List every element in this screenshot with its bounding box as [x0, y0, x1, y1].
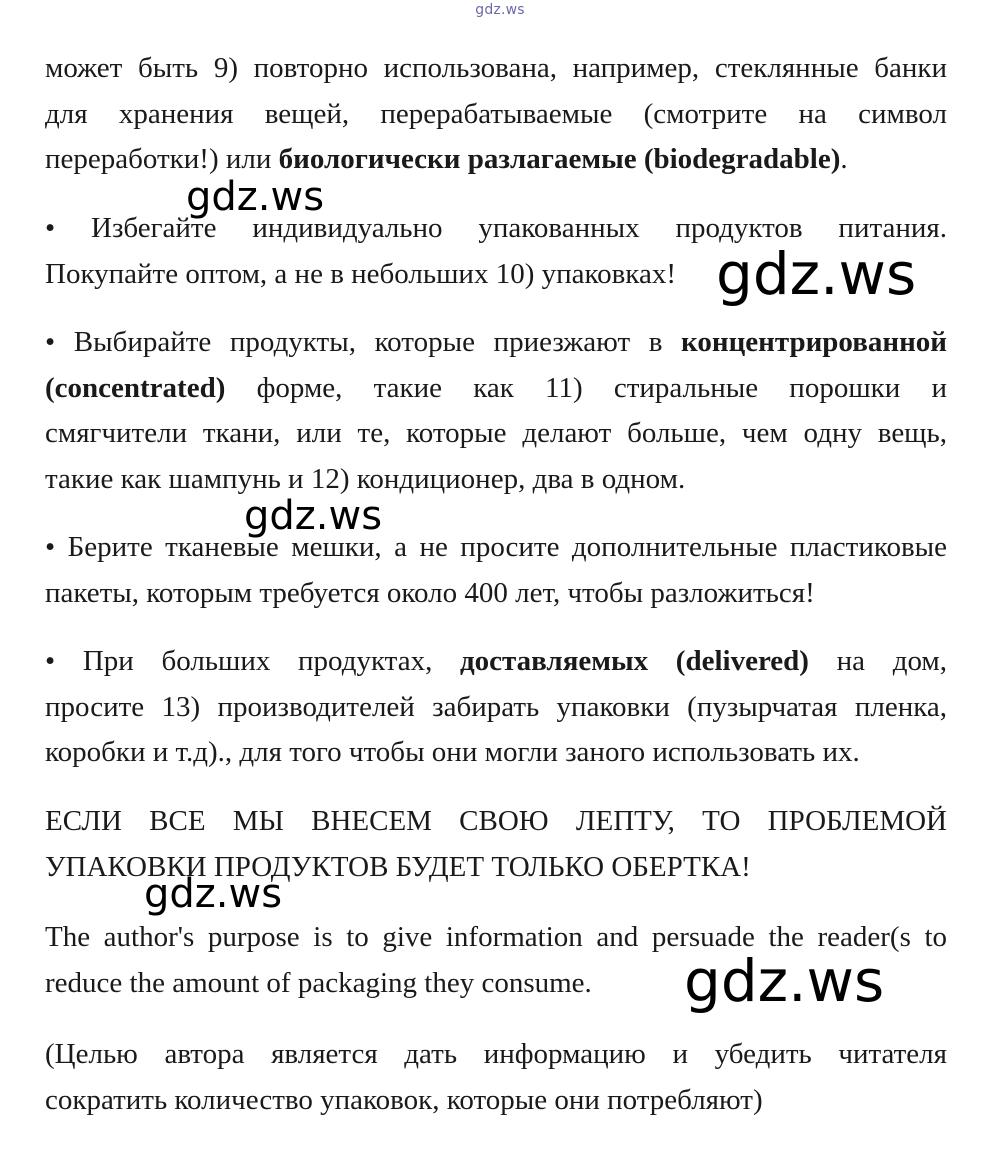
p1-line-3 — [45, 137, 947, 183]
paragraph-5 — [45, 639, 947, 776]
p3-line-4: такие как шампунь и 12) кондиционер, два в одном. — [45, 462, 686, 495]
p1-period: . — [840, 143, 848, 175]
top-watermark: gdz.ws — [475, 2, 525, 18]
p3-line-3: смягчители ткани, или те, которые делают больше, чем одну вещь, — [45, 417, 947, 449]
p4-line-2: пакеты, которым требуется около 400 лет, чтобы разложиться! — [45, 576, 815, 609]
paragraph-1 — [45, 46, 947, 183]
watermark-3: gdz.ws — [244, 493, 383, 539]
p8-line-1: (Целью автора является дать информацию и убедить читателя — [45, 1038, 947, 1070]
watermark-1: gdz.ws — [186, 174, 325, 220]
p5-text-2: на дом, — [808, 645, 947, 677]
p8-line-2: сократить количество упаковок, которые они потребляют) — [45, 1083, 763, 1116]
watermark-2: gdz.ws — [716, 240, 917, 308]
p6-line-2: УПАКОВКИ ПРОДУКТОВ БУДЕТ ТОЛЬКО ОБЕРТКА! — [45, 850, 751, 883]
p4-line-1: • Берите тканевые мешки, а не просите дополнительные пластиковые — [45, 531, 947, 563]
p2-line-1: • Избегайте индивидуально упакованных продуктов питания. — [45, 212, 947, 244]
p2-line-2: Покупайте оптом, а не в небольших 10) упаковках! — [45, 257, 676, 290]
p3-bold-term-2: (concentrated) — [45, 371, 226, 404]
p1-line-1: может быть 9) повторно использована, например, стеклянные банки — [45, 52, 947, 84]
paragraph-2 — [45, 206, 947, 297]
p7-line-1: The author's purpose is to give information and persuade the reader(s to — [45, 921, 947, 953]
p3-bold-term-1: концентрированной — [681, 326, 947, 358]
paragraph-8 — [45, 1032, 947, 1123]
p5-line-3: коробки и т.д)., для того чтобы они могли заного использовать их. — [45, 736, 860, 768]
p3-text-1: • Выбирайте продукты, которые приезжают в — [45, 326, 682, 358]
p3-text-2: форме, такие как 11) стиральные порошки и — [225, 371, 947, 404]
paragraph-4 — [45, 525, 947, 616]
paragraph-7 — [45, 915, 947, 1006]
p1-line-2: для хранения вещей, перерабатываемые (смотрите на символ — [45, 97, 947, 130]
p7-line-2: reduce the amount of packaging they consume. — [45, 966, 592, 999]
paragraph-3 — [45, 320, 947, 502]
p3-line-1 — [45, 320, 947, 366]
p5-line-1 — [45, 639, 947, 685]
p5-text-1: • При больших продуктах, — [45, 645, 460, 677]
p5-bold-term: доставляемых (delivered) — [460, 645, 809, 677]
p3-line-2 — [45, 366, 947, 412]
watermark-5: gdz.ws — [684, 947, 885, 1015]
p5-line-2: просите 13) производителей забирать упаковки (пузырчатая пленка, — [45, 690, 947, 723]
p1-text: переработки!) или — [45, 143, 279, 175]
p1-bold-term: биологически разлагаемые (biodegradable) — [278, 143, 841, 175]
watermark-4: gdz.ws — [144, 871, 283, 917]
p6-line-1: ЕСЛИ ВСЕ МЫ ВНЕСЕМ СВОЮ ЛЕПТУ, ТО ПРОБЛЕМОЙ — [45, 805, 947, 837]
paragraph-6 — [45, 799, 947, 890]
